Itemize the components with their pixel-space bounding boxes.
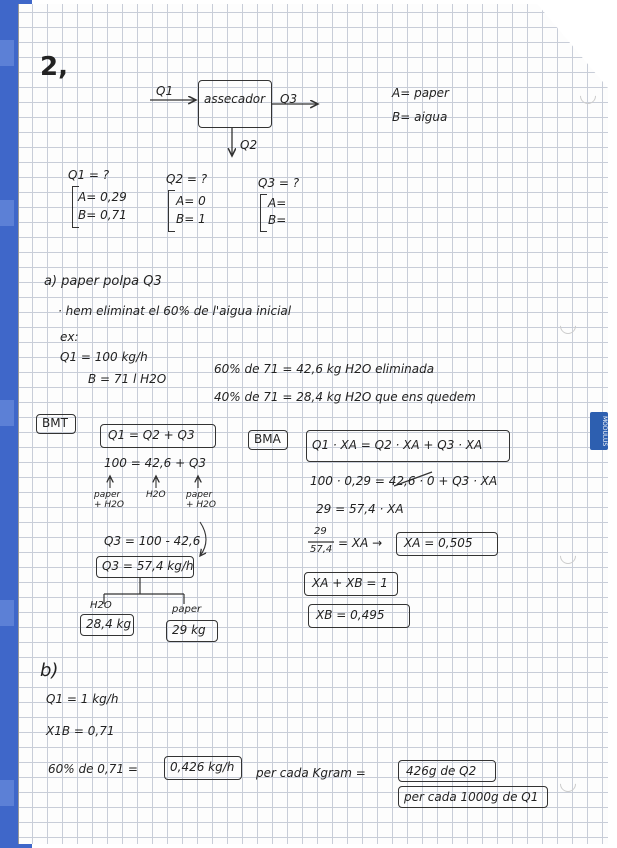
- part-a-note: · hem eliminat el 60% de l'aigua inicial: [58, 304, 292, 318]
- q1-label: Q1: [156, 84, 174, 98]
- fraction-rest: = XA →: [338, 536, 383, 550]
- part-b-title: b): [40, 660, 59, 681]
- q2-spec-b: B= 1: [176, 212, 206, 226]
- xa-result: XA = 0,505: [404, 536, 473, 550]
- q3-result: Q3 = 57,4 kg/h: [102, 559, 194, 573]
- part-b-x1b: X1B = 0,71: [46, 724, 115, 738]
- part-b-box-bottom-text: per cada 1000g de Q1: [404, 790, 539, 804]
- curved-arrow: [200, 522, 206, 556]
- bmt-equation: Q1 = Q2 + Q3: [108, 428, 195, 442]
- bma-label: BMA: [254, 432, 281, 446]
- dryer-label: assecador: [204, 92, 266, 106]
- q3-label: Q3: [280, 92, 298, 106]
- brand-tab: MODULUS: [590, 412, 608, 450]
- q3-spec-b: B=: [268, 213, 287, 227]
- label-paper-h2o: paper + H2O: [94, 490, 124, 510]
- q1-spec-head: Q1 = ?: [68, 168, 110, 182]
- b-value: B = 71 l H2O: [88, 372, 167, 386]
- part-b-line: 60% de 0,71 =: [48, 762, 138, 776]
- label-h2o: H2O: [146, 490, 166, 500]
- bmt-substituted: 100 = 42,6 + Q3: [104, 456, 207, 470]
- h2o-result: 28,4 kg: [86, 617, 132, 631]
- calc-eliminated: 60% de 71 = 42,6 kg H2O eliminada: [214, 362, 435, 376]
- q3-spec-a: A=: [268, 196, 287, 210]
- bma-equation: Q1 · XA = Q2 · XA + Q3 · XA: [312, 438, 483, 452]
- part-b-boxed-value: 0,426 kg/h: [170, 760, 235, 774]
- h2o-label: H2O: [90, 600, 112, 611]
- bma-substituted: 100 · 0,29 = 42,6 · 0 + Q3 · XA: [310, 474, 498, 488]
- part-a-title: a) paper polpa Q3: [44, 274, 162, 289]
- q1-spec-a: A= 0,29: [78, 190, 127, 204]
- part-b-per-cada: per cada Kgram =: [256, 766, 366, 780]
- part-b-box-top-text: 426g de Q2: [406, 764, 477, 778]
- calc-remaining: 40% de 71 = 28,4 kg H2O que ens quedem: [214, 390, 476, 404]
- problem-number: 2,: [40, 52, 68, 82]
- bmt-label: BMT: [42, 416, 68, 430]
- paper-result: 29 kg: [172, 623, 206, 637]
- q3-bracket: [260, 194, 267, 232]
- q2-bracket: [168, 190, 175, 232]
- q3-spec-head: Q3 = ?: [258, 176, 300, 190]
- sum-equation: XA + XB = 1: [312, 576, 388, 590]
- q2-spec-a: A= 0: [176, 194, 206, 208]
- q1-value: Q1 = 100 kg/h: [60, 350, 148, 364]
- q2-spec-head: Q2 = ?: [166, 172, 208, 186]
- fraction-denominator: 57,4: [310, 544, 333, 555]
- fraction-numerator: 29: [314, 526, 327, 537]
- bma-step: 29 = 57,4 · XA: [316, 502, 404, 516]
- legend-b: B= aigua: [392, 110, 448, 124]
- q1-spec-b: B= 0,71: [78, 208, 127, 222]
- paper-label: paper: [172, 604, 202, 615]
- q2-label: Q2: [240, 138, 258, 152]
- legend-a: A= paper: [392, 86, 449, 100]
- label-paper-h2o-2: paper + H2O: [186, 490, 216, 510]
- q3-calc: Q3 = 100 - 42,6: [104, 534, 201, 548]
- example-label: ex:: [60, 330, 79, 344]
- xb-result: XB = 0,495: [316, 608, 385, 622]
- part-b-q1: Q1 = 1 kg/h: [46, 692, 119, 706]
